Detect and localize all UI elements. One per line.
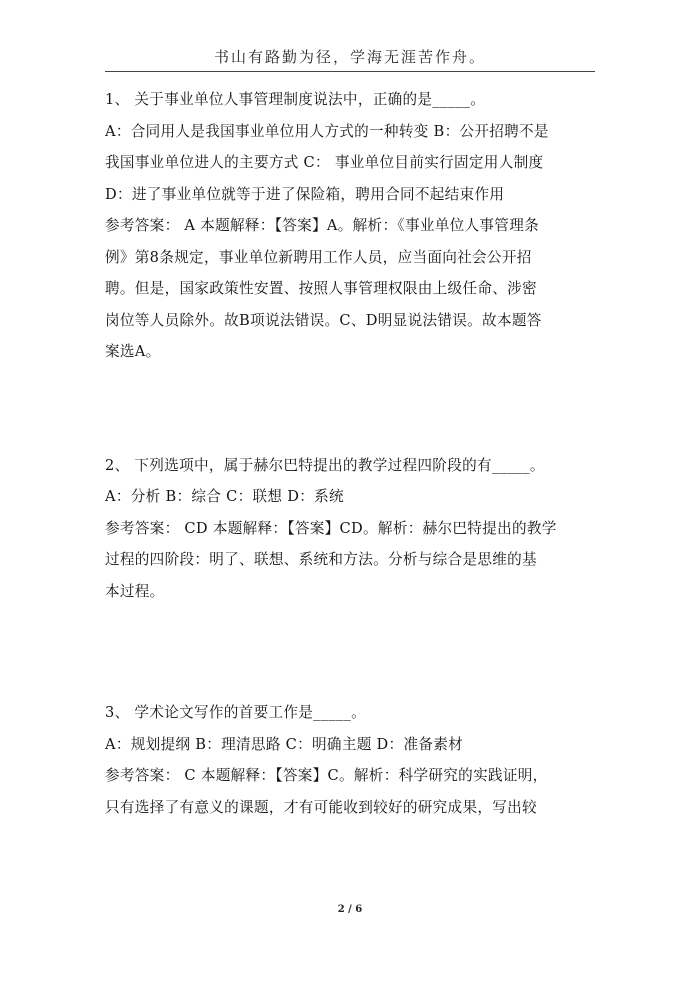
- question-1: [105, 84, 593, 368]
- question-3: [105, 697, 593, 823]
- page-header-motto: 书山有路勤为径，学海无涯苦作舟。: [213, 48, 486, 66]
- question-1-options-line-2: 我国事业单位进人的主要方式 C： 事业单位目前实行固定用人制度: [105, 154, 544, 171]
- spacer: [105, 607, 593, 697]
- question-1-answer-line-3: 聘。但是，国家政策性安置、按照人事管理权限由上级任命、涉密: [105, 280, 537, 297]
- document-body: [105, 84, 593, 823]
- spacer: [105, 368, 593, 450]
- question-2-answer-line-1: 参考答案： CD 本题解释：【答案】CD。解析：赫尔巴特提出的教学: [105, 519, 557, 537]
- question-2-options: A：分析 B：综合 C：联想 D：系统: [105, 488, 344, 505]
- question-1-options-line-3: D：进了事业单位就等于进了保险箱，聘用合同不起结束作用: [105, 185, 505, 203]
- question-1-options-line-1: A：合同用人是我国事业单位用人方式的一种转变 B：公开招聘不是: [105, 122, 549, 140]
- page-number: 2 / 6: [337, 904, 363, 915]
- question-3-stem: 3、 学术论文写作的首要工作是_____。: [105, 704, 367, 721]
- question-1-stem: 1、 关于事业单位人事管理制度说法中，正确的是_____。: [105, 91, 486, 108]
- question-2-answer-line-2: 过程的四阶段：明了、联想、系统和方法。分析与综合是思维的基: [105, 551, 537, 568]
- question-3-answer-line-1: 参考答案： C 本题解释：【答案】C。解析：科学研究的实践证明，: [105, 767, 548, 784]
- question-1-answer-line-2: 例》第8条规定，事业单位新聘用工作人员，应当面向社会公开招: [105, 248, 532, 266]
- question-1-answer-line-5: 案选A。: [105, 343, 161, 360]
- question-2-answer-line-3: 本过程。: [105, 582, 165, 600]
- header-divider: [105, 71, 595, 72]
- question-1-answer-line-1: 参考答案： A 本题解释：【答案】A。解析：《事业单位人事管理条: [105, 217, 539, 234]
- question-1-answer-line-4: 岗位等人员除外。故B项说法错误。C、D明显说法错误。故本题答: [105, 311, 542, 329]
- question-3-options: A：规划提纲 B：理清思路 C：明确主题 D：准备素材: [105, 735, 464, 753]
- question-2: [105, 450, 593, 608]
- question-2-stem: 2、 下列选项中，属于赫尔巴特提出的教学过程四阶段的有_____。: [105, 456, 545, 474]
- question-3-answer-line-2: 只有选择了有意义的课题，才有可能收到较好的研究成果，写出较: [105, 798, 537, 816]
